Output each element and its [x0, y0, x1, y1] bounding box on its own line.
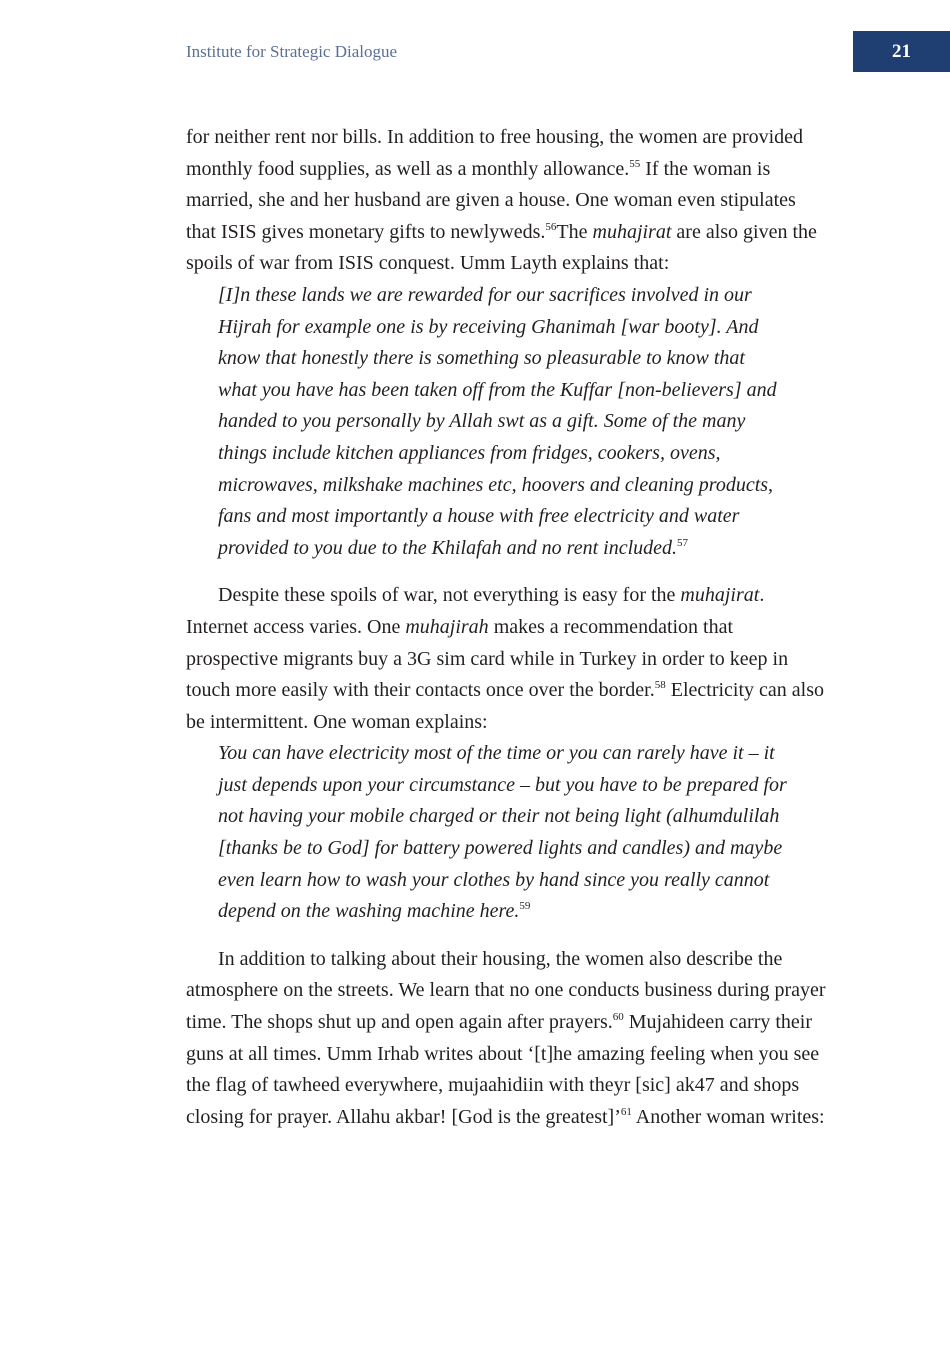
text-run: are also given the spoils of war from ISIS conquest. Umm Layth explains that:: [186, 220, 817, 275]
quote-text: [I]n these lands we are rewarded for our sacrifices involved in our Hijrah for example one is by receiving Ghanimah [war booty]. And know that honestly there is something so pleasurable to know that what you have has been taken off from the Kuffar [non-believers] and handed to you personally by Allah swt as a gift. Some of the many things include kitchen appliances from fridges, cookers, ovens, microwaves, milkshake machines etc, hoovers and cleaning products, fans and most importantly a house with free electricity and water provided to you due to the Khilafah and no rent included.: [218, 283, 777, 559]
header-title: Institute for Strategic Dialogue: [186, 42, 398, 61]
footnote-ref-55: 55: [629, 157, 641, 170]
paragraph-1: [186, 122, 826, 280]
text-run: Another woman writes:: [631, 1105, 825, 1128]
block-quote-1: [218, 280, 788, 564]
text-run: Electricity can also be intermittent. One woman explains:: [186, 679, 824, 733]
italic-term: muhajirah: [405, 615, 489, 638]
text-run: . Internet access varies. One: [186, 584, 765, 638]
text-run: Despite these spoils of war, not everything is easy for the: [218, 584, 681, 607]
footnote-ref-61: 61: [620, 1105, 632, 1118]
italic-term: muhajirat: [680, 584, 760, 607]
block-quote-2: [218, 738, 788, 928]
text-run: makes a recommendation that prospective migrants buy a 3G sim card while in Turkey in order to keep in touch more easily with their contacts once over the border.: [186, 615, 789, 702]
paragraph-3: [186, 944, 826, 1134]
italic-term: muhajirat: [592, 220, 672, 243]
footnote-ref-56: 56: [545, 220, 557, 233]
page-number-badge: 21: [853, 31, 950, 72]
footnote-ref-59: 59: [519, 900, 531, 913]
text-run: If the woman is married, she and her husband are given a house. One woman even stipulates that ISIS gives monetary gifts to newlyweds.: [186, 157, 796, 243]
text-run: In addition to talking about their housing, the women also describe the atmosphere on the streets. We learn that no one conducts business during prayer time. The shops shut up and open again after prayers.: [186, 947, 826, 1034]
footnote-ref-57: 57: [677, 536, 689, 549]
quote-text: You can have electricity most of the time or you can rarely have it – it just depends upon your circumstance – but you have to be prepared for not having your mobile charged or their not being light (alhumdulilah [thanks be to God] for battery powered lights and candles) and maybe even learn how to wash your clothes by hand since you really cannot depend on the washing machine here.: [218, 742, 787, 923]
text-run: The: [556, 220, 593, 243]
footnote-ref-60: 60: [612, 1011, 624, 1024]
text-run: for neither rent nor bills. In addition to free housing, the women are provided monthly food supplies, as well as a monthly allowance.: [186, 126, 804, 180]
body-text: [186, 122, 826, 1133]
text-run: Mujahideen carry their guns at all times. Umm Irhab writes about ‘[t]he amazing feeling when you see the flag of tawheed everywhere, mujaahidiin with theyr [sic] ak47 and shops closing for prayer. Allahu akbar! [God is the greatest]’: [186, 1011, 820, 1128]
paragraph-2: [186, 580, 826, 738]
footnote-ref-58: 58: [654, 679, 666, 692]
